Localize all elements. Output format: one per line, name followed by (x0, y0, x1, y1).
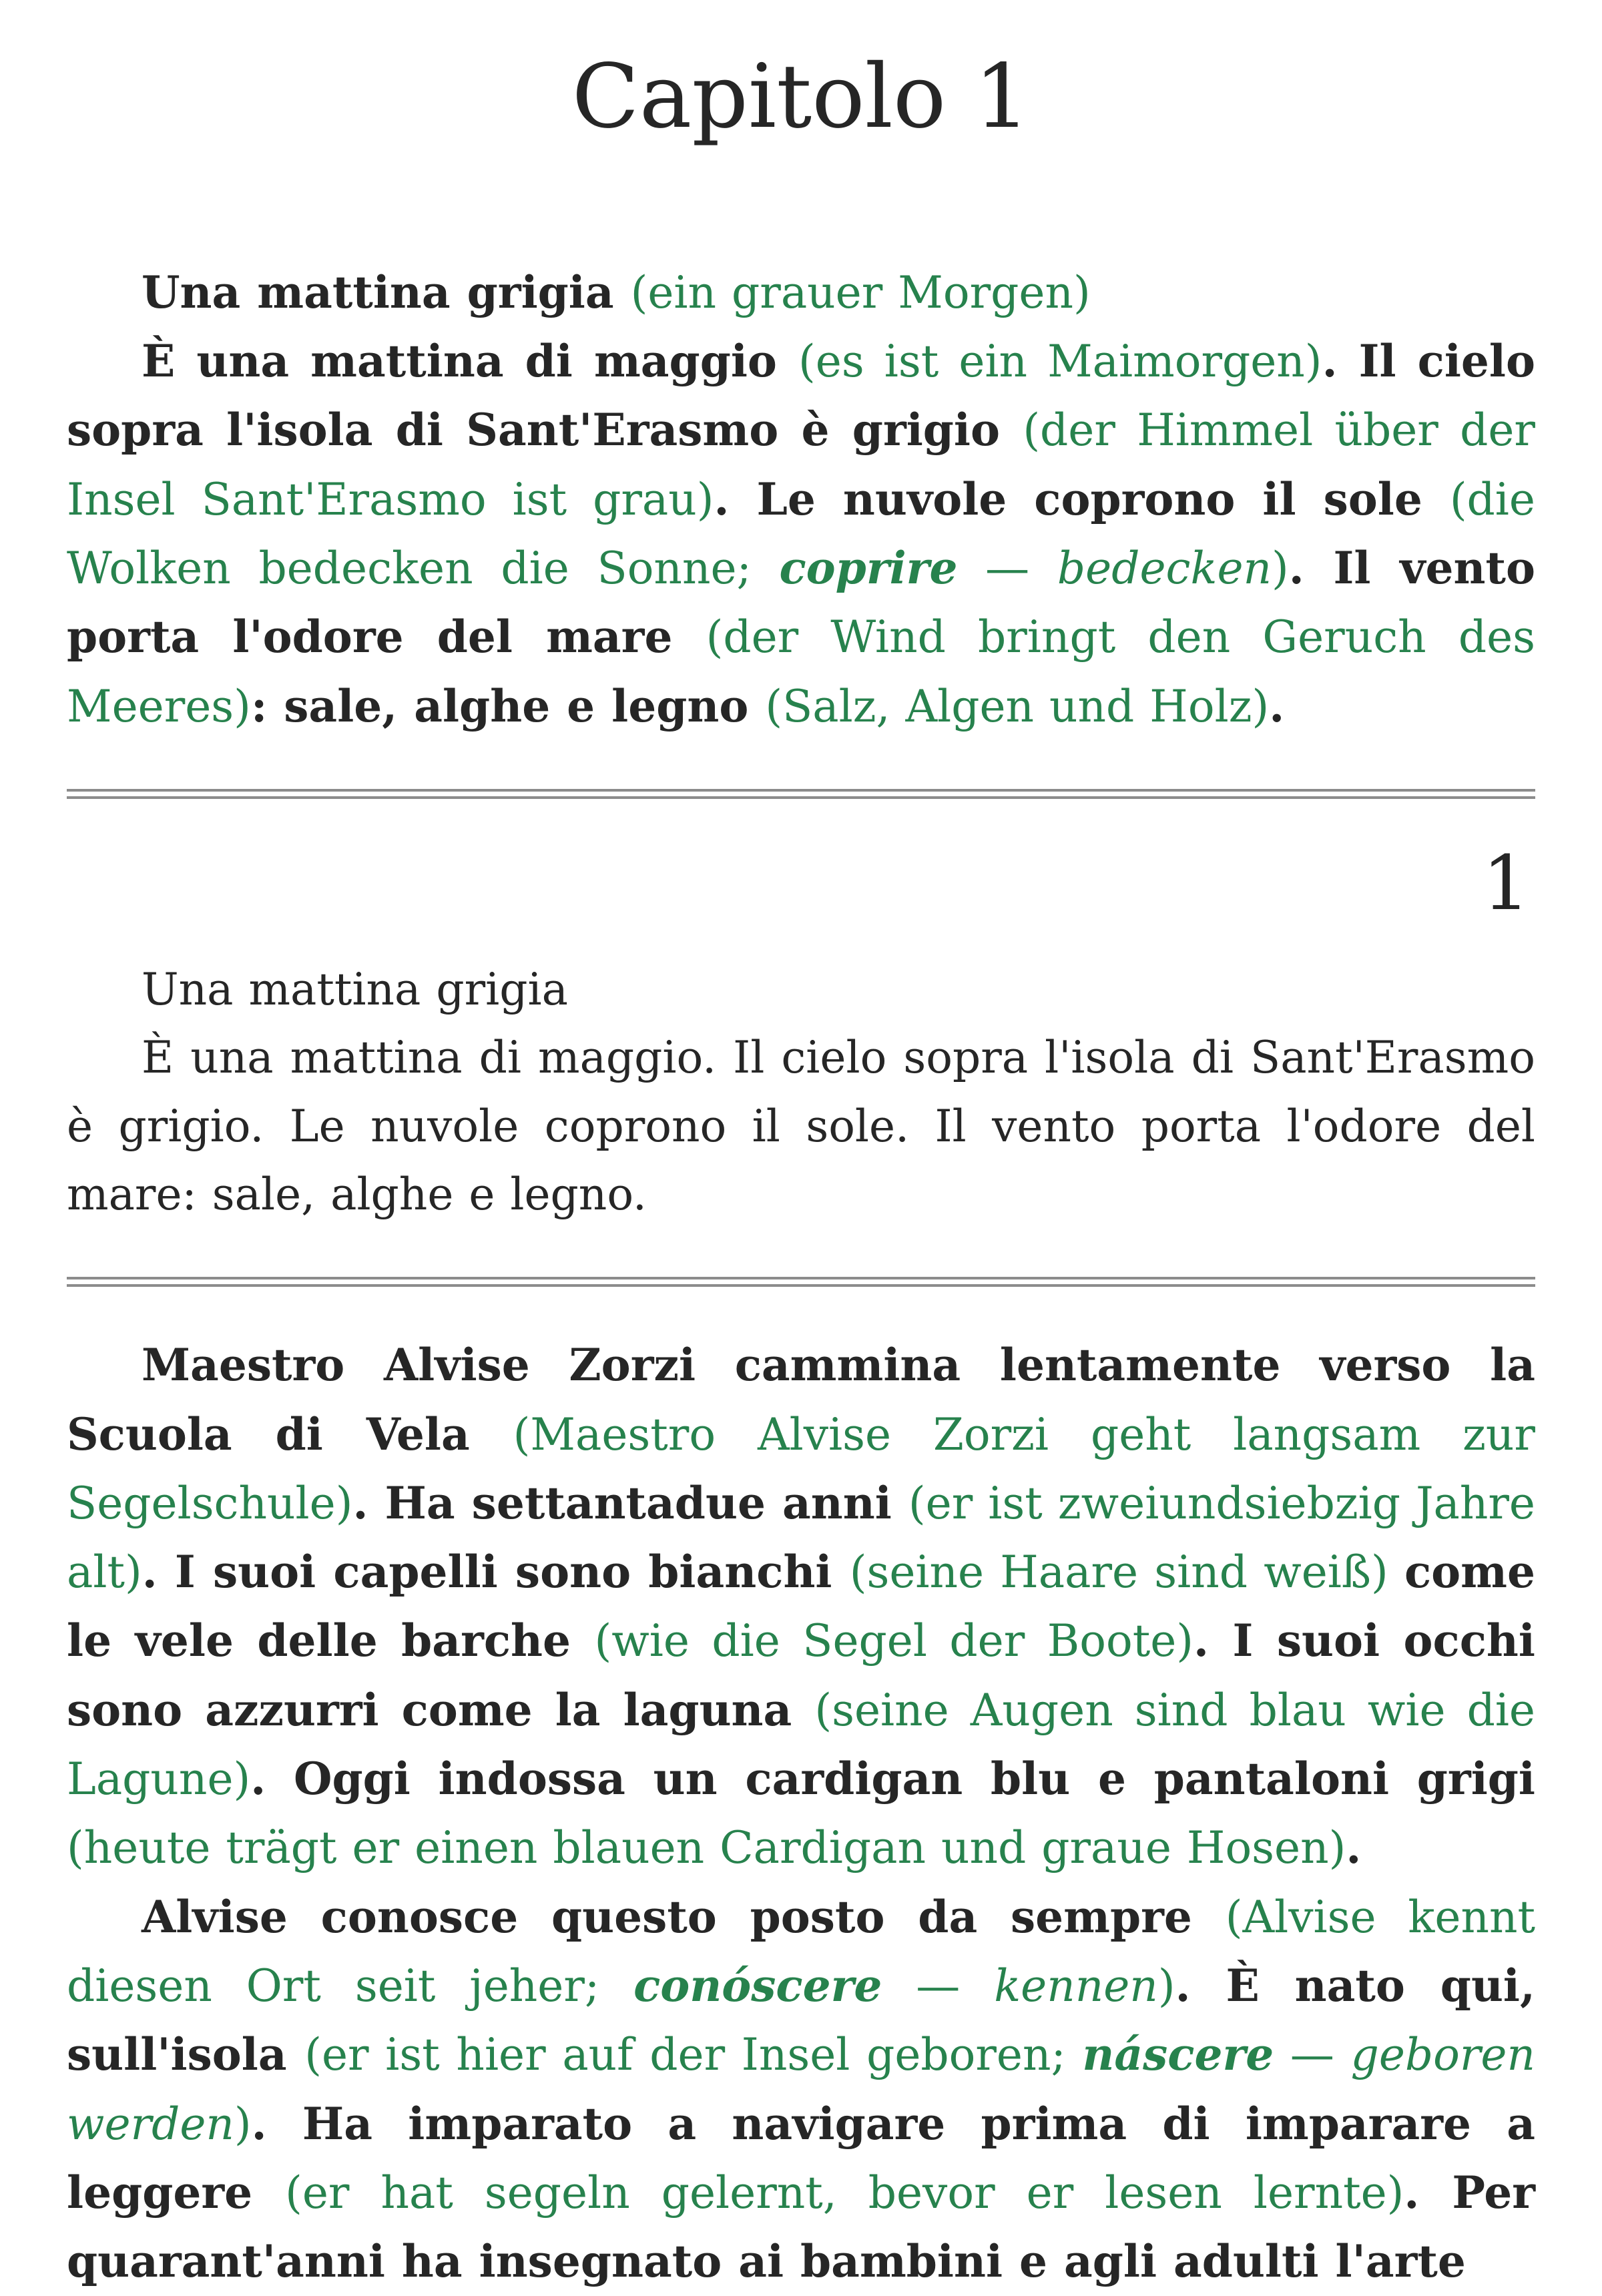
italian-text: . (1346, 1821, 1362, 1874)
german-translation: ) (1272, 542, 1289, 594)
italian-text: : sale, alghe e legno (250, 679, 766, 732)
german-translation: (seine Haare sind weiß) (849, 1546, 1404, 1599)
german-translation: (Alvise kennt diesen Ort seit jeher; (67, 1891, 1536, 2012)
german-translation: ) (234, 2098, 252, 2150)
italian-text: . Ha settantadue anni (352, 1476, 908, 1529)
german-translation: — (882, 1960, 995, 2012)
italian-text: . È nato qui, sull'isola (67, 1959, 1535, 2081)
interlinear-paragraph (67, 1331, 1535, 1882)
german-translation: (er hat segeln gelernt, bevor er lesen lernte) (285, 2167, 1404, 2219)
interlinear-paragraph (67, 1883, 1535, 2296)
german-translation: (er ist zweiundsiebzig Jahre alt) (67, 1477, 1535, 1599)
italian-text: . Ha imparato a navigare prima di imparare a leggere (67, 2097, 1535, 2219)
german-translation: (der Wind bringt den Geruch des Meeres) (67, 611, 1535, 732)
interlinear-paragraph (67, 327, 1535, 741)
german-translation: (seine Augen sind blau wie die Lagune) (67, 1684, 1535, 1805)
interlinear-paragraph (67, 258, 1535, 327)
italian-text: Alvise conosce questo posto da sempre (142, 1890, 1226, 1943)
section-number: 1 (1482, 840, 1530, 927)
german-translation: ) (1157, 1960, 1175, 2012)
german-translation: (er ist hier auf der Insel geboren; (304, 2029, 1083, 2081)
italian-text: . Il vento porta l'odore del mare (67, 541, 1535, 663)
plain-paragraph (67, 1024, 1535, 1229)
italian-vocab-word: conóscere (633, 1959, 882, 2012)
german-translation: (der Himmel über der Insel Sant'Erasmo ist grau) (67, 404, 1535, 525)
italian-text: Maestro Alvise Zorzi cammina lentamente verso la Scuola di Vela (67, 1339, 1535, 1460)
german-translation: (die Wolken bedecken die Sonne; (67, 473, 1535, 594)
italian-text: . Oggi indossa un cardigan blu e pantaloni grigi (250, 1753, 1535, 1805)
german-translation: — (1274, 2029, 1351, 2081)
german-translation: (wie die Segel der Boote) (594, 1615, 1194, 1667)
italian-text: È una mattina di maggio (142, 335, 799, 388)
german-translation: (Salz, Algen und Holz) (765, 680, 1270, 732)
german-translation: (heute trägt er einen blauen Cardigan und graue Hosen) (67, 1822, 1346, 1874)
italian-text: . Per quarant'anni ha insegnato ai bambini e agli adulti l'arte (67, 2166, 1536, 2288)
italian-text: . Il cielo sopra l'isola di Sant'Erasmo è grigio (67, 335, 1535, 457)
german-translation: — (957, 542, 1057, 594)
german-vocab-note: geboren werden (67, 2029, 1535, 2150)
italian-text: . I suoi capelli sono bianchi (142, 1546, 850, 1599)
plain-text: È una mattina di maggio. Il cielo sopra l'isola di Sant'Erasmo è grigio. Le nuvole coprono il sole. Il vento porta l'odore del mare: sale, alghe e legno. (67, 1032, 1535, 1220)
italian-text: . (1269, 679, 1285, 732)
italian-text: . Le nuvole coprono il sole (714, 473, 1450, 525)
section-divider (67, 789, 1535, 799)
chapter-title: Capitolo 1 (571, 45, 1031, 148)
german-translation: (es ist ein Maimorgen) (798, 336, 1322, 388)
plain-paragraph (67, 956, 1535, 1024)
italian-vocab-word: náscere (1082, 2028, 1274, 2081)
plain-text: Una mattina grigia (142, 964, 568, 1016)
document-blocks (67, 258, 1535, 2296)
section-divider (67, 1277, 1535, 1287)
italian-text: Una mattina grigia (142, 266, 631, 318)
german-translation: (ein grauer Morgen) (630, 266, 1091, 318)
italian-text: . I suoi occhi sono azzurri come la laguna (67, 1615, 1535, 1736)
german-vocab-note: bedecken (1057, 542, 1272, 594)
italian-vocab-word: coprire (779, 541, 958, 594)
italian-text: come le vele delle barche (67, 1546, 1535, 1667)
german-translation: (Maestro Alvise Zorzi geht langsam zur Segelschule) (67, 1408, 1535, 1529)
german-vocab-note: kennen (994, 1960, 1158, 2012)
